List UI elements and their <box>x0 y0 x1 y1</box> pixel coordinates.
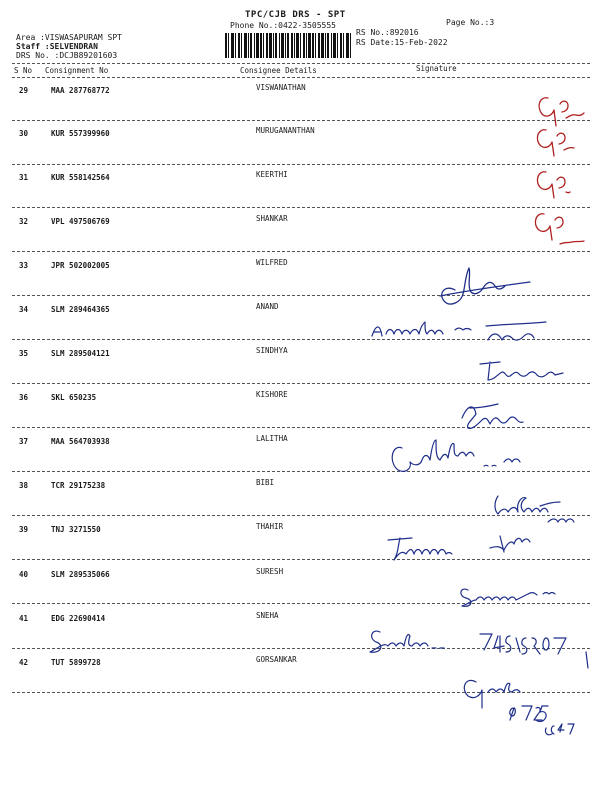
document-title: TPC/CJB DRS - SPT <box>245 10 346 20</box>
row-sno: 30 <box>19 129 29 138</box>
col-consignee: Consignee Details <box>240 66 317 75</box>
signature-blue-35 <box>480 362 563 380</box>
signature-blue-37 <box>392 440 520 471</box>
signature-blue-40 <box>461 589 555 606</box>
row-consignee: ANAND <box>256 302 279 311</box>
row-sno: 35 <box>19 349 29 358</box>
row-sno: 34 <box>19 305 29 314</box>
page-number: Page No.:3 <box>446 18 495 27</box>
row-sno: 41 <box>19 614 29 623</box>
row-consignee: VISWANATHAN <box>256 83 306 92</box>
row-consignee: KEERTHI <box>256 170 288 179</box>
row-consignment: TUT 5899728 <box>51 658 101 667</box>
signature-blue-38 <box>495 496 574 522</box>
row-consignment: JPR 502002005 <box>51 261 110 270</box>
row-consignment: KUR 558142564 <box>51 173 110 182</box>
signature-red-29 <box>539 98 584 126</box>
row-sno: 29 <box>19 86 29 95</box>
row-sno: 39 <box>19 525 29 534</box>
row-consignment: TNJ 3271550 <box>51 525 101 534</box>
row-consignment: SLM 289535066 <box>51 570 110 579</box>
signature-blue-41 <box>370 631 588 668</box>
signature-red-30 <box>537 130 574 156</box>
row-consignment: MAA 564703938 <box>51 437 110 446</box>
row-consignee: THAHIR <box>256 522 284 531</box>
row-consignee: LALITHA <box>256 434 288 443</box>
row-consignment: KUR 557399960 <box>51 129 110 138</box>
area-label: Area :VISWASAPURAM SPT <box>16 33 122 42</box>
signature-blue-42 <box>464 680 574 734</box>
row-sno: 42 <box>19 658 29 667</box>
row-consignee: WILFRED <box>256 258 288 267</box>
col-signature: Signature <box>416 64 457 73</box>
row-sno: 37 <box>19 437 29 446</box>
rs-number: RS No.:892016 <box>356 28 419 37</box>
row-consignment: EDG 22690414 <box>51 614 106 623</box>
row-consignee: SINDHYA <box>256 346 288 355</box>
row-sno: 31 <box>19 173 29 182</box>
row-consignee: MURUGANANTHAN <box>256 126 315 135</box>
col-consignment: Consignment No <box>45 66 109 75</box>
row-consignment: MAA 287768772 <box>51 86 110 95</box>
signature-red-31 <box>537 172 570 198</box>
signature-blue-39 <box>388 536 530 560</box>
row-consignment: SLM 289504121 <box>51 349 110 358</box>
row-consignment: TCR 29175238 <box>51 481 106 490</box>
row-consignment: SLM 289464365 <box>51 305 110 314</box>
row-consignee: GORSANKAR <box>256 655 297 664</box>
row-consignee: KISHORE <box>256 390 288 399</box>
row-consignee: SHANKAR <box>256 214 288 223</box>
signature-blue-36 <box>462 404 523 428</box>
signature-red-32 <box>535 214 584 244</box>
row-consignment: VPL 497506769 <box>51 217 110 226</box>
rs-date: RS Date:15-Feb-2022 <box>356 38 448 47</box>
row-consignee: SNEHA <box>256 611 279 620</box>
row-sno: 33 <box>19 261 29 270</box>
staff-label: Staff :SELVENDRAN <box>16 42 98 51</box>
signature-blue-33 <box>440 268 530 304</box>
drs-number: DRS No. :DCJB89201603 <box>16 51 118 60</box>
row-sno: 36 <box>19 393 29 402</box>
row-consignee: BIBI <box>256 478 275 487</box>
row-consignment: SKL 650235 <box>51 393 97 402</box>
row-sno: 38 <box>19 481 29 490</box>
row-sno: 32 <box>19 217 29 226</box>
row-consignee: SURESH <box>256 567 284 576</box>
phone-number: Phone No.:0422-3505555 <box>230 21 336 30</box>
signature-blue-34 <box>372 322 546 340</box>
row-sno: 40 <box>19 570 29 579</box>
col-sno: S No <box>14 66 33 75</box>
